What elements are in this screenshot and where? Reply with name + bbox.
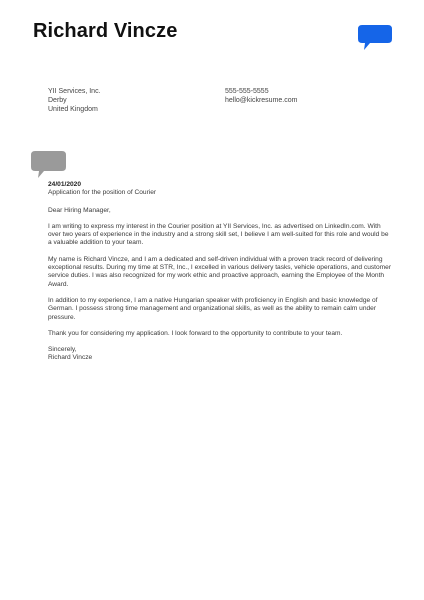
recipient-company: YII Services, Inc. bbox=[48, 88, 101, 95]
sender-contact bbox=[225, 87, 297, 105]
recipient-country: United Kingdom bbox=[48, 106, 98, 114]
recipient-address bbox=[48, 87, 101, 115]
applicant-name: Richard Vincze bbox=[33, 20, 178, 42]
speech-bubble-icon bbox=[31, 151, 66, 179]
letter-salutation: Dear Hiring Manager, bbox=[48, 206, 111, 214]
letter-paragraph: Thank you for considering my application. I look forward to the opportunity to contribute to your team. bbox=[48, 329, 343, 337]
letter-date: 24/01/2020 bbox=[48, 181, 82, 188]
email-address: hello@kickresume.com bbox=[225, 97, 298, 105]
phone-number: 555-555-5555 bbox=[225, 88, 269, 95]
letter-paragraph: In addition to my experience, I am a native Hungarian speaker with proficiency in English and basic knowledge of German. I possess strong time management and organizational skills, as well as the ability to remain calm under pressure. bbox=[48, 296, 378, 321]
letter-paragraph: I am writing to express my interest in the Courier position at YII Services, Inc. as advertised on LinkedIn.com. With over two years of experience in the industry and a strong skill set, I believe I am well-suited for this role and would be a valuable addition to your team. bbox=[48, 222, 389, 247]
recipient-city: Derby bbox=[48, 97, 67, 105]
letter-subject: Application for the position of Courier bbox=[48, 189, 157, 197]
letter-closing: Sincerely, bbox=[48, 346, 77, 354]
speech-bubble-icon bbox=[358, 25, 392, 51]
letter-body bbox=[48, 181, 393, 363]
letter-paragraph: My name is Richard Vincze, and I am a dedicated and self-driven individual with a proven track record of delivering exceptional results. During my time at STR, Inc., I excelled in various delivery tasks, vehicle operations, and customer service duties. I was also recognized for my work ethic and proactive approach, earning the Employee of the Month Award. bbox=[48, 255, 392, 288]
letter-signature: Richard Vincze bbox=[48, 354, 93, 362]
